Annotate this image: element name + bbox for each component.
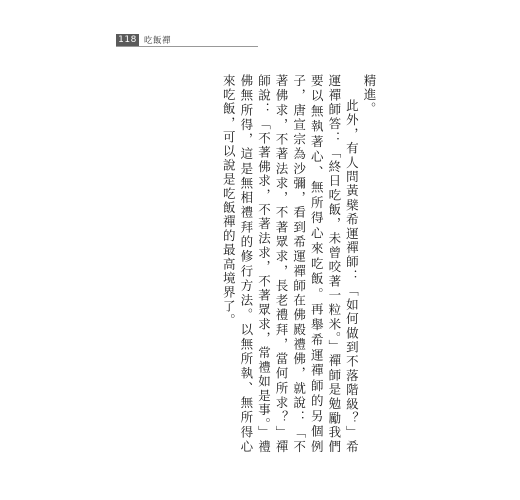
running-header-title: 吃飯禪 — [144, 36, 172, 46]
paragraph-continuation: 精進。 — [362, 74, 377, 117]
header-rule — [116, 46, 258, 47]
vertical-body-text — [220, 74, 378, 454]
paragraph-main: 此外，有人問黃檗希運禪師：「如何做到不落階級？」希運禪師答：「終日吃飯，未曾咬著一粒米。」禪師是勉勵我們要以無執著心、無所得心來吃飯。再舉希運禪師的另個例子，唐宣宗為沙彌，看到希運禪師在佛殿禮佛，就說：「不著佛求，不著法求，不著眾求，長老禮拜，當何所求？」禪師說：「不著佛求，不著法求，不著眾求，常禮如是事。」禮佛無所得，這是無相禮拜的修行方法。以無所執、無所得心來吃飯，可以說是吃飯禪的最高境界了。 — [221, 74, 360, 454]
page-number: 118 — [116, 34, 139, 46]
running-header — [116, 33, 171, 47]
